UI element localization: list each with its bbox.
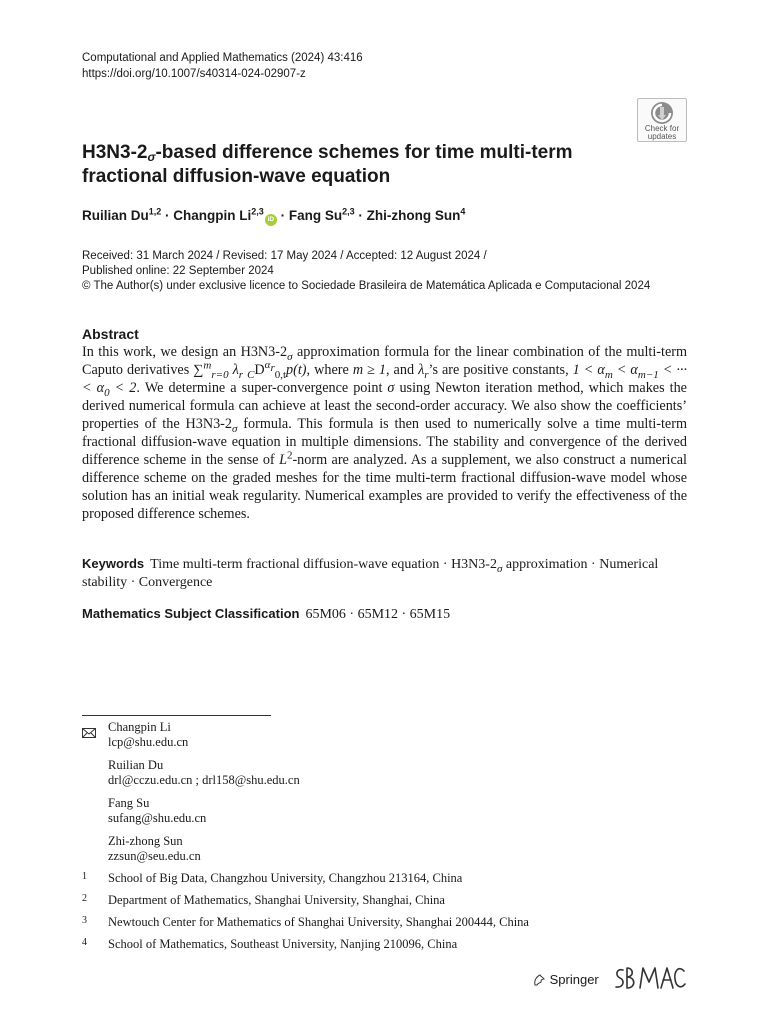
math-D-sub: 0,t — [274, 368, 287, 381]
contact-email[interactable]: sufang@shu.edu.cn — [108, 811, 207, 825]
math-caputo-C: C — [247, 368, 255, 381]
abstract-text: In this work, we design an H3N3-2 — [82, 344, 288, 360]
math-r: r — [424, 368, 429, 381]
affiliation-number: 1 — [82, 871, 87, 882]
springer-logo — [532, 972, 599, 987]
affiliation-text: School of Big Data, Changzhou University, Changzhou 213164, China — [108, 871, 463, 885]
math-alpha-part: < 2 — [109, 380, 137, 396]
math-lambda: λ — [232, 362, 239, 378]
author-affil-sup: 4 — [460, 206, 466, 217]
abstract-body — [82, 343, 687, 523]
affiliation-item — [82, 893, 529, 915]
contact-entry — [108, 796, 300, 826]
abstract-text: -norm are analyzed. As a supplement, we also construct a numerical difference scheme on the graded meshes for the time multi-term fractional diffusion-wave model whose solution has an initial weak regularity. Numerical examples are provided to verify the effectiveness of the proposed difference schemes. — [82, 452, 687, 522]
sbmac-logo — [612, 962, 688, 1001]
dates-line: Published online: 22 September 2024 — [82, 265, 274, 277]
copyright-line: © The Author(s) under exclusive licence to Sociedade Brasileira de Matemática Aplicada e Computacional 2024 — [82, 280, 651, 292]
title-text-part2: -based difference schemes for time multi-term — [155, 142, 573, 163]
msc-label: Mathematics Subject Classification — [82, 606, 300, 621]
math-L: L — [279, 452, 287, 468]
contact-name: Zhi-zhong Sun — [108, 834, 183, 848]
math-r: r — [238, 368, 244, 381]
contact-name: Fang Su — [108, 796, 150, 810]
affiliation-item — [82, 871, 529, 893]
author-separator: · — [165, 208, 170, 223]
contact-name: Changpin Li — [108, 720, 171, 734]
math-L-sup: 2 — [286, 449, 293, 462]
affiliation-text: School of Mathematics, Southeast University, Nanjing 210096, China — [108, 937, 458, 951]
author-name[interactable]: Zhi-zhong Sun — [366, 208, 461, 223]
msc-codes: 65M06 · 65M12 · 65M15 — [305, 607, 451, 622]
abstract-text: , where — [306, 362, 353, 378]
author-name[interactable]: Ruilian Du — [82, 208, 149, 223]
math-sum: ∑ — [193, 362, 204, 378]
keywords-text: Time multi-term fractional diffusion-wave equation · H3N3-2 — [150, 557, 497, 572]
contact-email[interactable]: drl@cczu.edu.cn ; drl158@shu.edu.cn — [108, 773, 300, 787]
keywords-label: Keywords — [82, 556, 145, 571]
contact-name: Ruilian Du — [108, 758, 164, 772]
corresponding-contacts — [108, 720, 300, 872]
abstract-text: , and — [385, 362, 419, 378]
math-alpha-part: < α — [612, 362, 638, 378]
journal-citation: Computational and Applied Mathematics (2024) 43:416 — [82, 52, 363, 64]
math-alpha-part: 1 < α — [572, 362, 605, 378]
abstract-text: formula. This formula is then used to numerically solve a time multi-term fractional diffusion-wave equation in multiple dimensions. The stability and convergence of the derived difference scheme in the sense of — [82, 416, 687, 468]
affiliations-list — [82, 871, 529, 959]
math-r: r — [270, 362, 275, 375]
check-for-updates-line2: updates — [647, 132, 677, 141]
abstract-text: approximation formula for the linear combination of the multi-term Caputo derivatives — [82, 344, 687, 378]
math-sigma: σ — [387, 380, 395, 396]
check-for-updates-line1: Check for — [644, 124, 680, 133]
abstract-text: using Newton iteration method, which makes the derived numerical formula can achieve at least the second-order accuracy. We also show the coefficients’ properties of the H3N3-2 — [82, 380, 687, 432]
publication-dates — [82, 249, 650, 294]
title-subscript: σ — [147, 150, 156, 164]
keywords-block — [82, 555, 687, 592]
math-pt: p(t) — [286, 362, 307, 378]
abstract-text: . We determine a super-convergence point — [136, 380, 388, 396]
author-affil-sup: 1,2 — [148, 206, 162, 217]
math-alpha-sub: m−1 — [637, 368, 659, 381]
author-list — [82, 208, 465, 226]
abstract-text: ’s are positive constants, — [428, 362, 573, 378]
journal-header — [82, 50, 363, 82]
affiliation-number: 3 — [82, 915, 87, 926]
keywords-subscript: σ — [496, 562, 503, 575]
envelope-icon — [82, 725, 96, 743]
math-alpha-sub: m — [604, 368, 613, 381]
affiliation-item — [82, 937, 529, 959]
doi-link[interactable]: https://doi.org/10.1007/s40314-024-02907-z — [82, 68, 306, 80]
publisher-name: Springer — [549, 972, 599, 987]
abstract-heading: Abstract — [82, 326, 139, 342]
footnote-divider — [82, 715, 271, 716]
check-for-updates-icon — [650, 101, 674, 125]
author-affil-sup: 2,3 — [251, 206, 264, 217]
contact-entry — [108, 758, 300, 788]
contact-entry — [108, 720, 300, 750]
math-m-ge-1: m ≥ 1 — [352, 362, 386, 378]
affiliation-number: 2 — [82, 893, 87, 904]
math-alpha-part: < ··· < α — [82, 362, 687, 396]
math-sum-expression — [193, 359, 307, 381]
dates-line: Received: 31 March 2024 / Revised: 17 May 2024 / Accepted: 12 August 2024 / — [82, 250, 487, 262]
math-D: D — [254, 362, 265, 378]
contact-email[interactable]: lcp@shu.edu.cn — [108, 735, 189, 749]
math-sum-top: m — [203, 359, 212, 372]
author-affil-sup: 2,3 — [342, 206, 355, 217]
orcid-icon[interactable]: iD — [265, 214, 277, 226]
author-separator: · — [280, 208, 286, 223]
affiliation-text: Newtouch Center for Mathematics of Shanghai University, Shanghai 200444, China — [108, 915, 529, 929]
springer-horse-icon — [532, 973, 546, 987]
math-sigma: σ — [231, 422, 238, 435]
contact-entry — [108, 834, 300, 864]
math-lambda: λ — [418, 362, 425, 378]
math-sum-bottom: r=0 — [211, 368, 229, 381]
affiliation-item — [82, 915, 529, 937]
math-D-sup: α — [264, 359, 271, 372]
paper-title — [82, 141, 622, 189]
keywords-text: approximation · Numerical stability · Convergence — [82, 557, 659, 590]
check-for-updates-badge[interactable] — [637, 98, 687, 142]
contact-email[interactable]: zzsun@seu.edu.cn — [108, 849, 201, 863]
title-text-part1: H3N3-2 — [82, 142, 148, 163]
affiliation-number: 4 — [82, 937, 87, 948]
math-alpha-sub: 0 — [104, 386, 110, 399]
title-text-line2: fractional diffusion-wave equation — [82, 166, 391, 187]
math-sigma: σ — [287, 350, 293, 363]
author-name[interactable]: Changpin Li — [173, 208, 252, 223]
author-name[interactable]: Fang Su — [288, 208, 343, 223]
author-separator: · — [358, 208, 363, 223]
affiliation-text: Department of Mathematics, Shanghai University, Shanghai, China — [108, 893, 445, 907]
msc-block — [82, 606, 450, 623]
